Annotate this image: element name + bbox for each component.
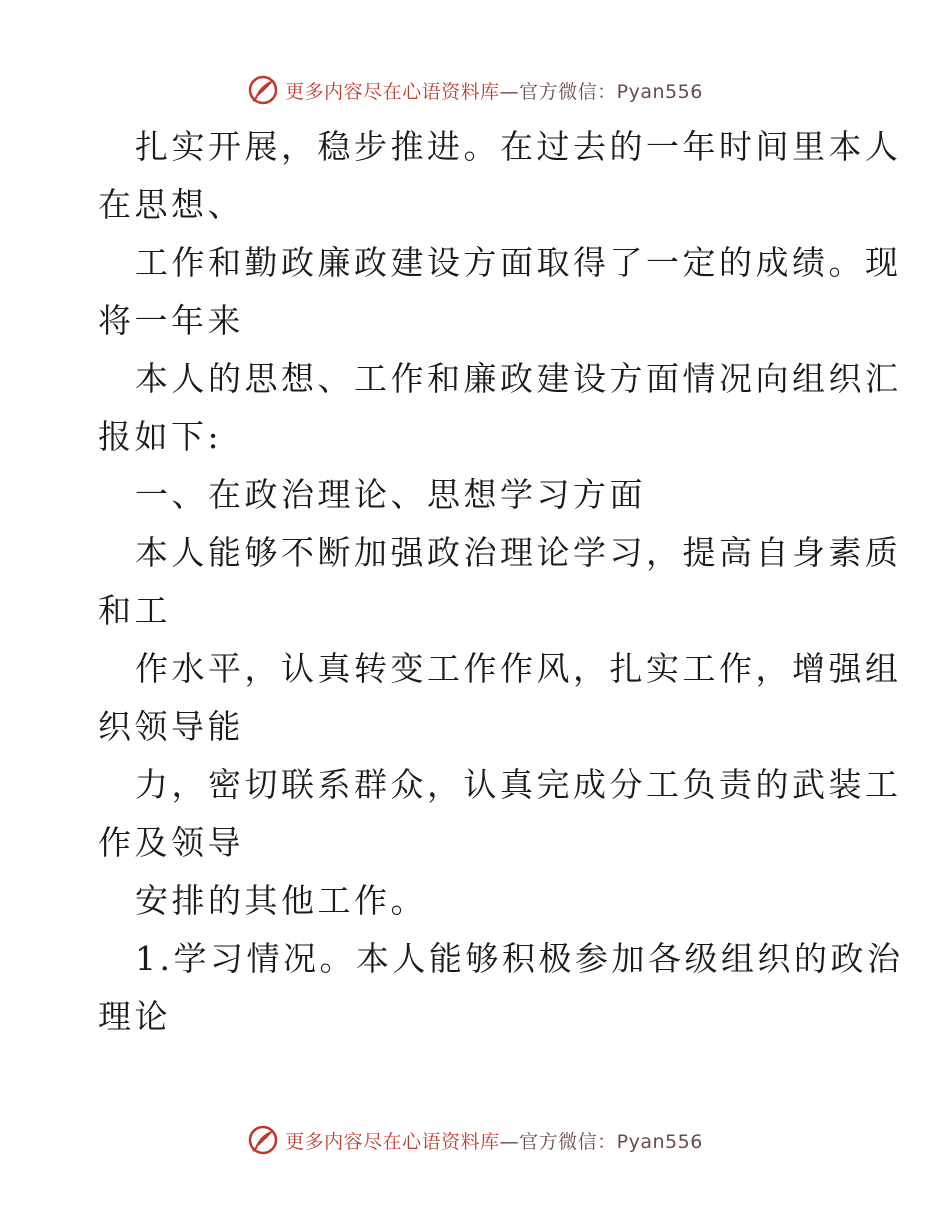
watermark-text: 更多内容尽在心语资料库—官方微信：Pyan556 [285,80,703,103]
text-line: 理论 [98,997,171,1036]
text-line: 作及领导 [98,823,244,862]
text-line: 本人能够不断加强政治理论学习，提高自身素质 [135,533,902,572]
text-line: 在思想、 [98,185,244,224]
text-line: 将一年来 [98,301,244,340]
footer-watermark [0,1120,950,1160]
text-line: 报如下: [98,417,223,456]
feather-pen-logo-icon [247,1124,279,1156]
document-body [98,118,904,1046]
text-line: 织领导能 [98,707,244,746]
header-watermark [0,70,950,110]
text-line: 扎实开展，稳步推进。在过去的一年时间里本人 [135,127,902,166]
text-line: 本人的思想、工作和廉政建设方面情况向组织汇 [135,359,902,398]
watermark-text: 更多内容尽在心语资料库—官方微信：Pyan556 [285,1130,703,1153]
text-line: 工作和勤政廉政建设方面取得了一定的成绩。现 [135,243,902,282]
text-line: 和工 [98,591,171,630]
feather-pen-logo-icon [247,74,279,106]
text-line: 作水平，认真转变工作作风，扎实工作，增强组 [135,649,902,688]
text-line: 1.学习情况。本人能够积极参加各级组织的政治 [135,939,904,978]
text-line: 力，密切联系群众，认真完成分工负责的武装工 [135,765,902,804]
text-line: 一、在政治理论、思想学习方面 [135,475,646,514]
text-line: 安排的其他工作。 [135,881,427,920]
